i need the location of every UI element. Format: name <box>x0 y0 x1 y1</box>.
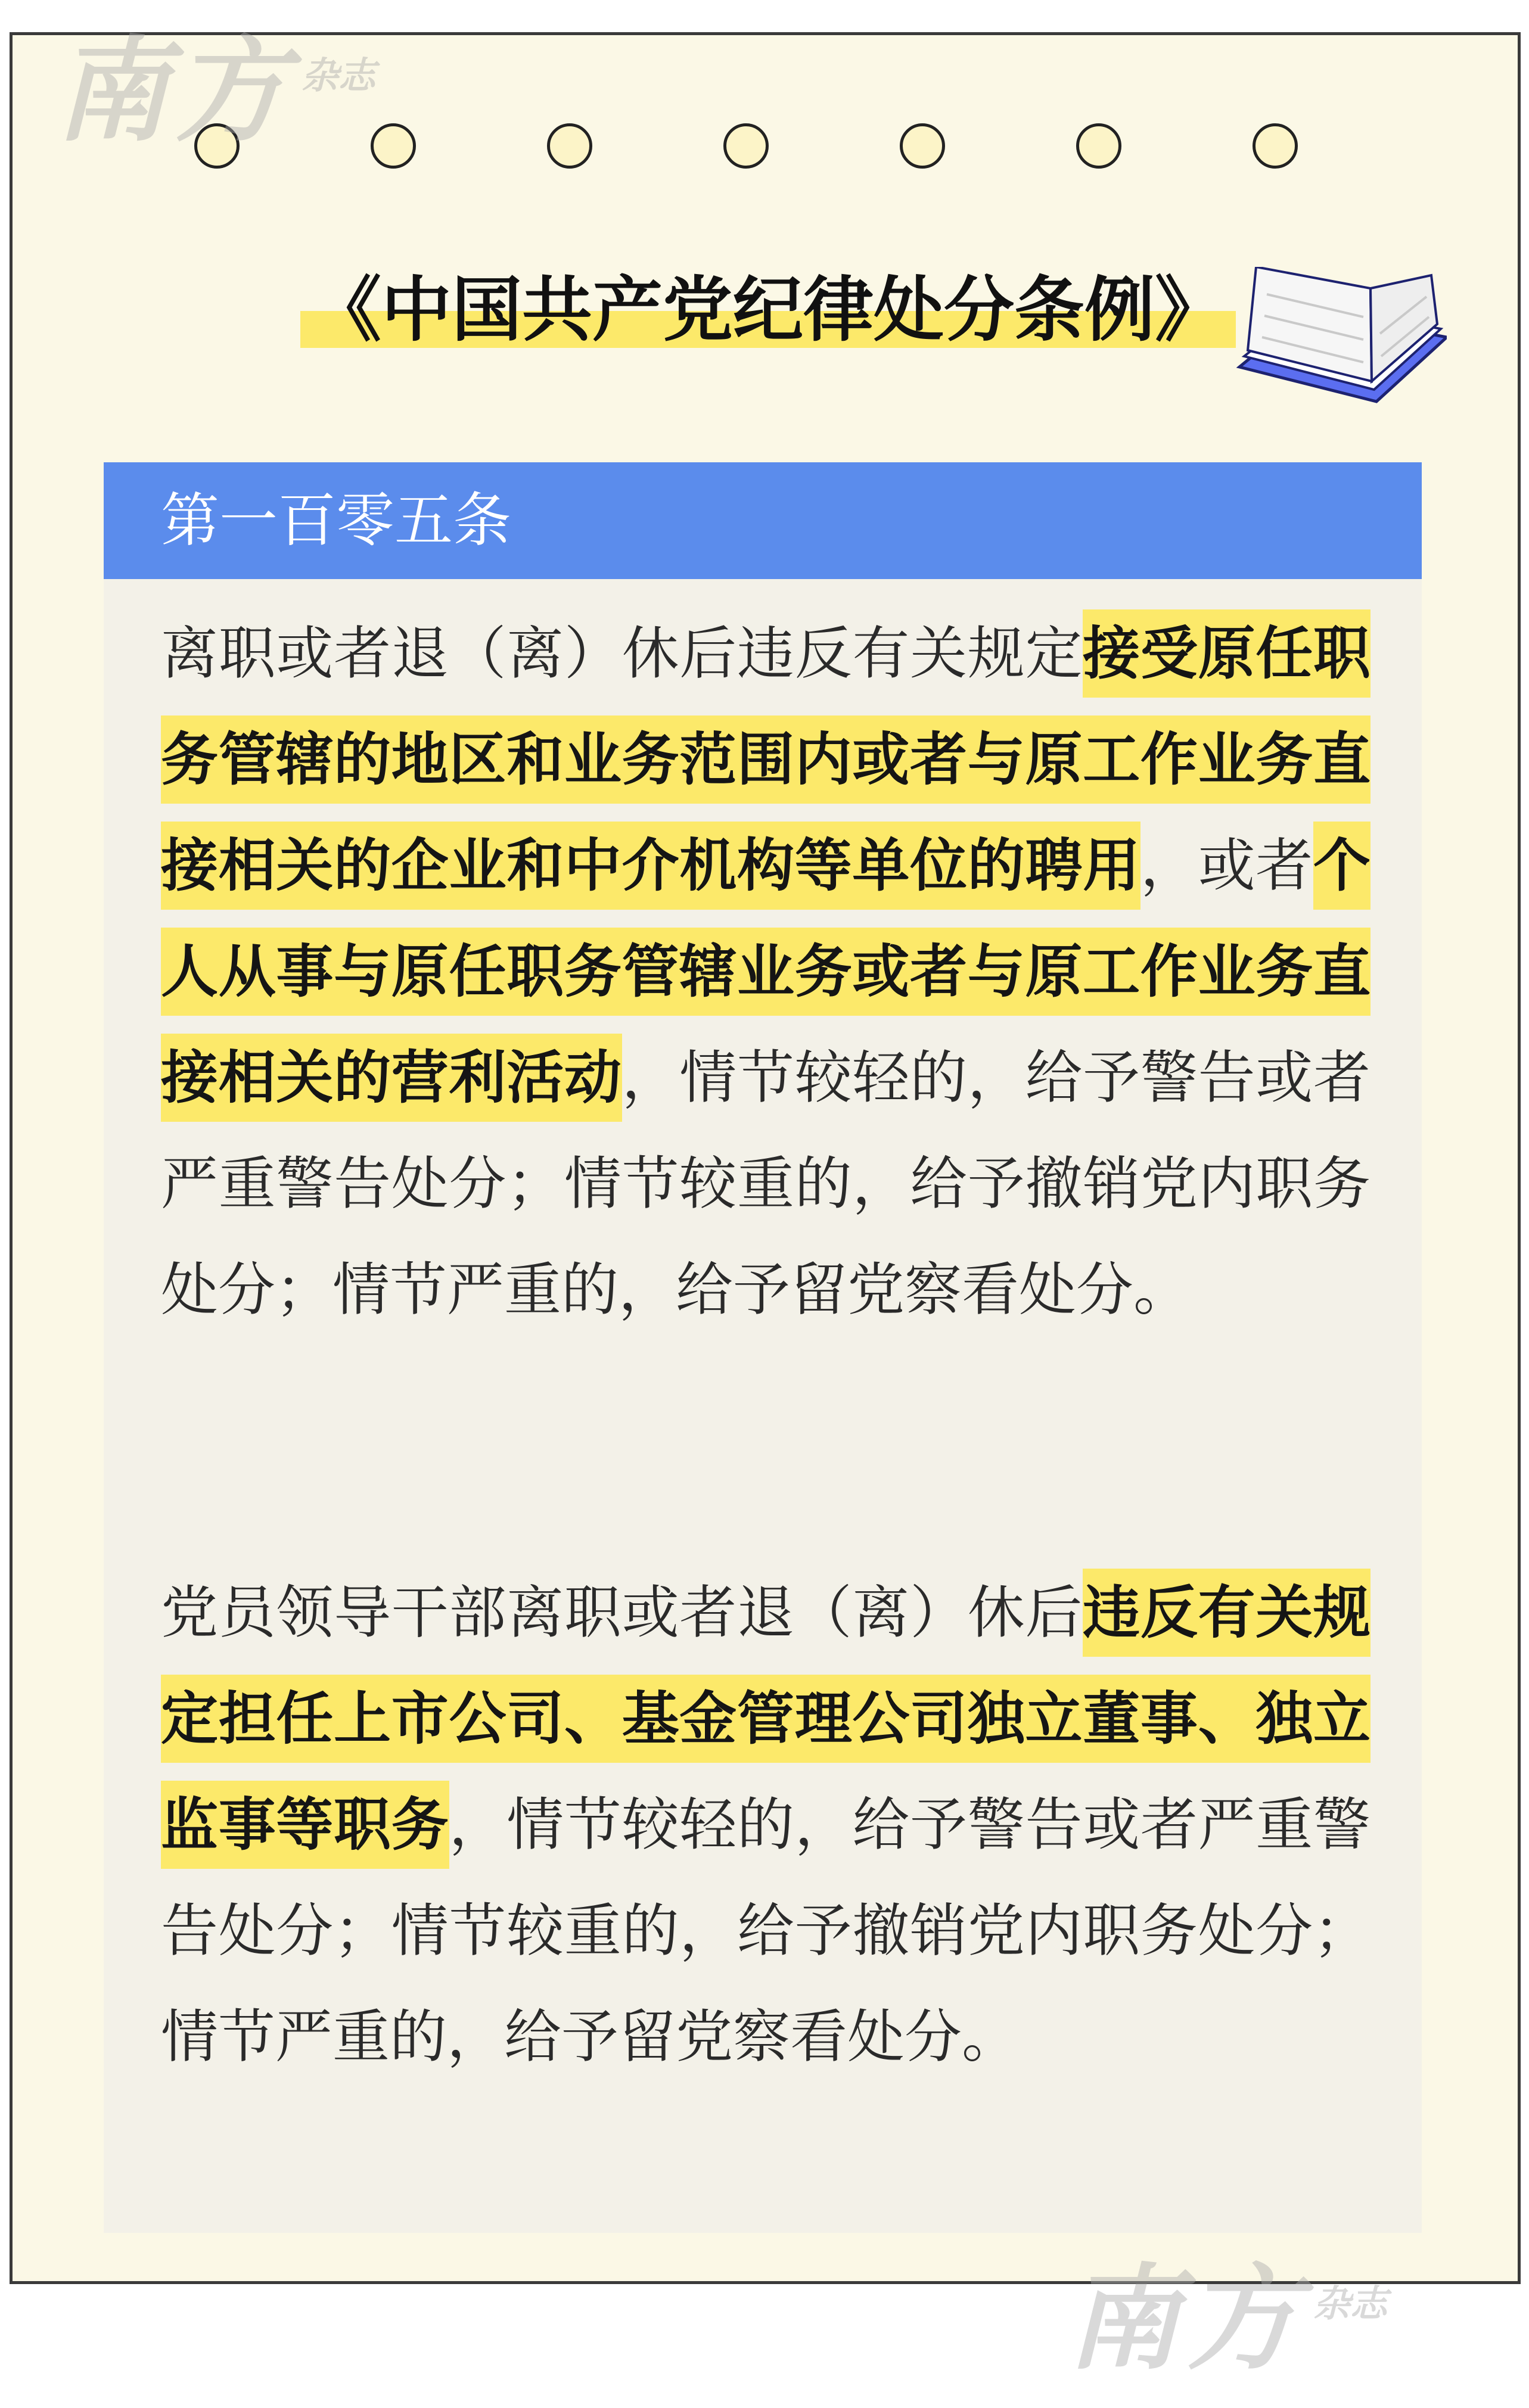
document-title: 《中国共产党纪律处分条例》 <box>310 269 1225 351</box>
paragraph-text: ，情节较轻的，给予警告或者严重警告处分；情节较重的，给予撤销党内职务处分；情节严重的，给予留党察看处分。 <box>161 1791 1370 2070</box>
document-title-block <box>300 256 1236 363</box>
article-paragraph-1 <box>161 601 1370 1343</box>
binder-hole <box>547 123 592 169</box>
paragraph-text: 离职或者退（离）休后违反有关规定 <box>161 620 1083 687</box>
article-paragraph-2 <box>161 1560 1370 2090</box>
highlighted-text: 接受原任职务管辖的地区和业务范围内或者与原工作业务直接相关的企业和中介机构等单位的聘用 <box>161 609 1370 910</box>
watermark-top <box>55 0 375 163</box>
highlighted-text: 违反有关规定担任上市公司、基金管理公司独立董事、独立监事等职务 <box>161 1569 1370 1869</box>
paragraph-text: ，或者 <box>1140 832 1314 899</box>
watermark-bottom <box>1067 2228 1387 2391</box>
article-title: 第一百零五条 <box>161 487 512 555</box>
paragraph-text: 党员领导干部离职或者退（离）休后 <box>161 1579 1083 1646</box>
open-book-icon <box>1220 267 1447 410</box>
watermark-logo-main: 南方 <box>1067 2252 1306 2385</box>
article-body <box>104 579 1422 2233</box>
binder-hole <box>900 123 945 169</box>
binder-hole <box>1253 123 1298 169</box>
article-header <box>104 462 1422 579</box>
watermark-logo-sub: 杂志 <box>302 54 376 97</box>
binder-hole <box>723 123 769 169</box>
watermark-logo-sub: 杂志 <box>1313 2282 1388 2325</box>
binder-hole <box>371 123 416 169</box>
watermark-logo-main: 南方 <box>55 24 294 157</box>
binder-hole <box>1076 123 1121 169</box>
highlighted-text: 个人从事与原任职务管辖业务或者与原工作业务直接相关的营利活动 <box>161 822 1370 1122</box>
paragraph-text: ，情节较轻的，给予警告或者严重警告处分；情节较重的，给予撤销党内职务处分；情节严重的，给予留党察看处分。 <box>161 1044 1371 1323</box>
